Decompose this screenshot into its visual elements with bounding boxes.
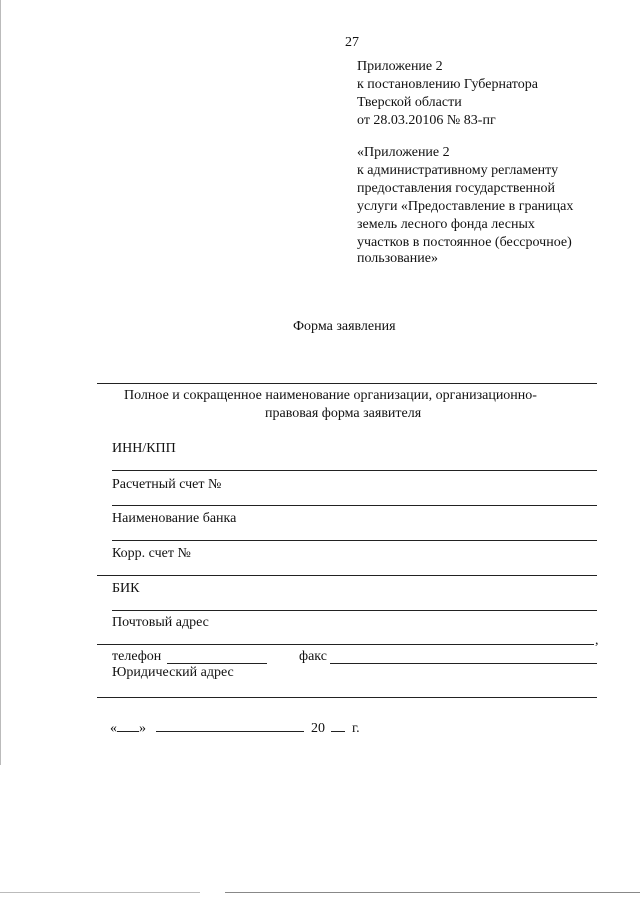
- scan-edge-left: [0, 0, 1, 765]
- appendix-header-line: от 28.03.20106 № 83-пг: [357, 113, 496, 128]
- fax-line[interactable]: [330, 663, 597, 664]
- account-label: Расчетный счет №: [112, 477, 222, 492]
- date-line: [110, 718, 360, 738]
- date-year-suffix: г.: [352, 721, 360, 736]
- date-year-prefix: 20: [311, 721, 325, 736]
- bik-label: БИК: [112, 581, 140, 596]
- page-number: 27: [345, 35, 359, 50]
- date-open-quote: «: [110, 721, 117, 736]
- appendix-header-line: Приложение 2: [357, 59, 443, 74]
- postal-address-line[interactable]: [97, 644, 594, 645]
- appendix-ref-line: пользование»: [357, 251, 438, 266]
- scan-edge-bottom-right: [225, 892, 640, 893]
- date-day-blank[interactable]: [117, 718, 139, 732]
- date-year-blank[interactable]: [331, 718, 345, 732]
- appendix-header-line: к постановлению Губернатора: [357, 77, 538, 92]
- appendix-ref-line: земель лесного фонда лесных: [357, 217, 535, 232]
- appendix-header-line: Тверской области: [357, 95, 462, 110]
- appendix-ref-line: услуги «Предоставление в границах: [357, 199, 574, 214]
- account-line[interactable]: [112, 505, 597, 506]
- corr-account-label: Корр. счет №: [112, 546, 191, 561]
- legal-address-label: Юридический адрес: [112, 665, 234, 680]
- bank-name-label: Наименование банка: [112, 511, 237, 526]
- postal-address-label: Почтовый адрес: [112, 615, 209, 630]
- form-title: Форма заявления: [293, 319, 396, 334]
- inn-kpp-line[interactable]: [112, 470, 597, 471]
- legal-address-line[interactable]: [97, 697, 597, 698]
- date-close-quote: »: [139, 721, 146, 736]
- scan-edge-bottom: [0, 892, 200, 893]
- org-name-line[interactable]: [97, 383, 597, 384]
- inn-kpp-label: ИНН/КПП: [112, 441, 176, 456]
- appendix-ref-line: «Приложение 2: [357, 145, 450, 160]
- appendix-ref-line: участков в постоянное (бессрочное): [357, 235, 572, 250]
- bik-line[interactable]: [112, 610, 597, 611]
- org-caption-line2: правовая форма заявителя: [265, 406, 422, 421]
- fax-label: факс: [299, 649, 327, 664]
- phone-label: телефон: [112, 649, 162, 664]
- appendix-ref-line: к административному регламенту: [357, 163, 559, 178]
- corr-account-line[interactable]: [97, 575, 597, 576]
- appendix-ref-line: предоставления государственной: [357, 181, 556, 196]
- date-month-blank[interactable]: [156, 718, 304, 732]
- bank-name-line[interactable]: [112, 540, 597, 541]
- postal-comma: ,: [595, 633, 599, 648]
- org-caption-line1: Полное и сокращенное наименование организации, организационно-: [124, 388, 537, 403]
